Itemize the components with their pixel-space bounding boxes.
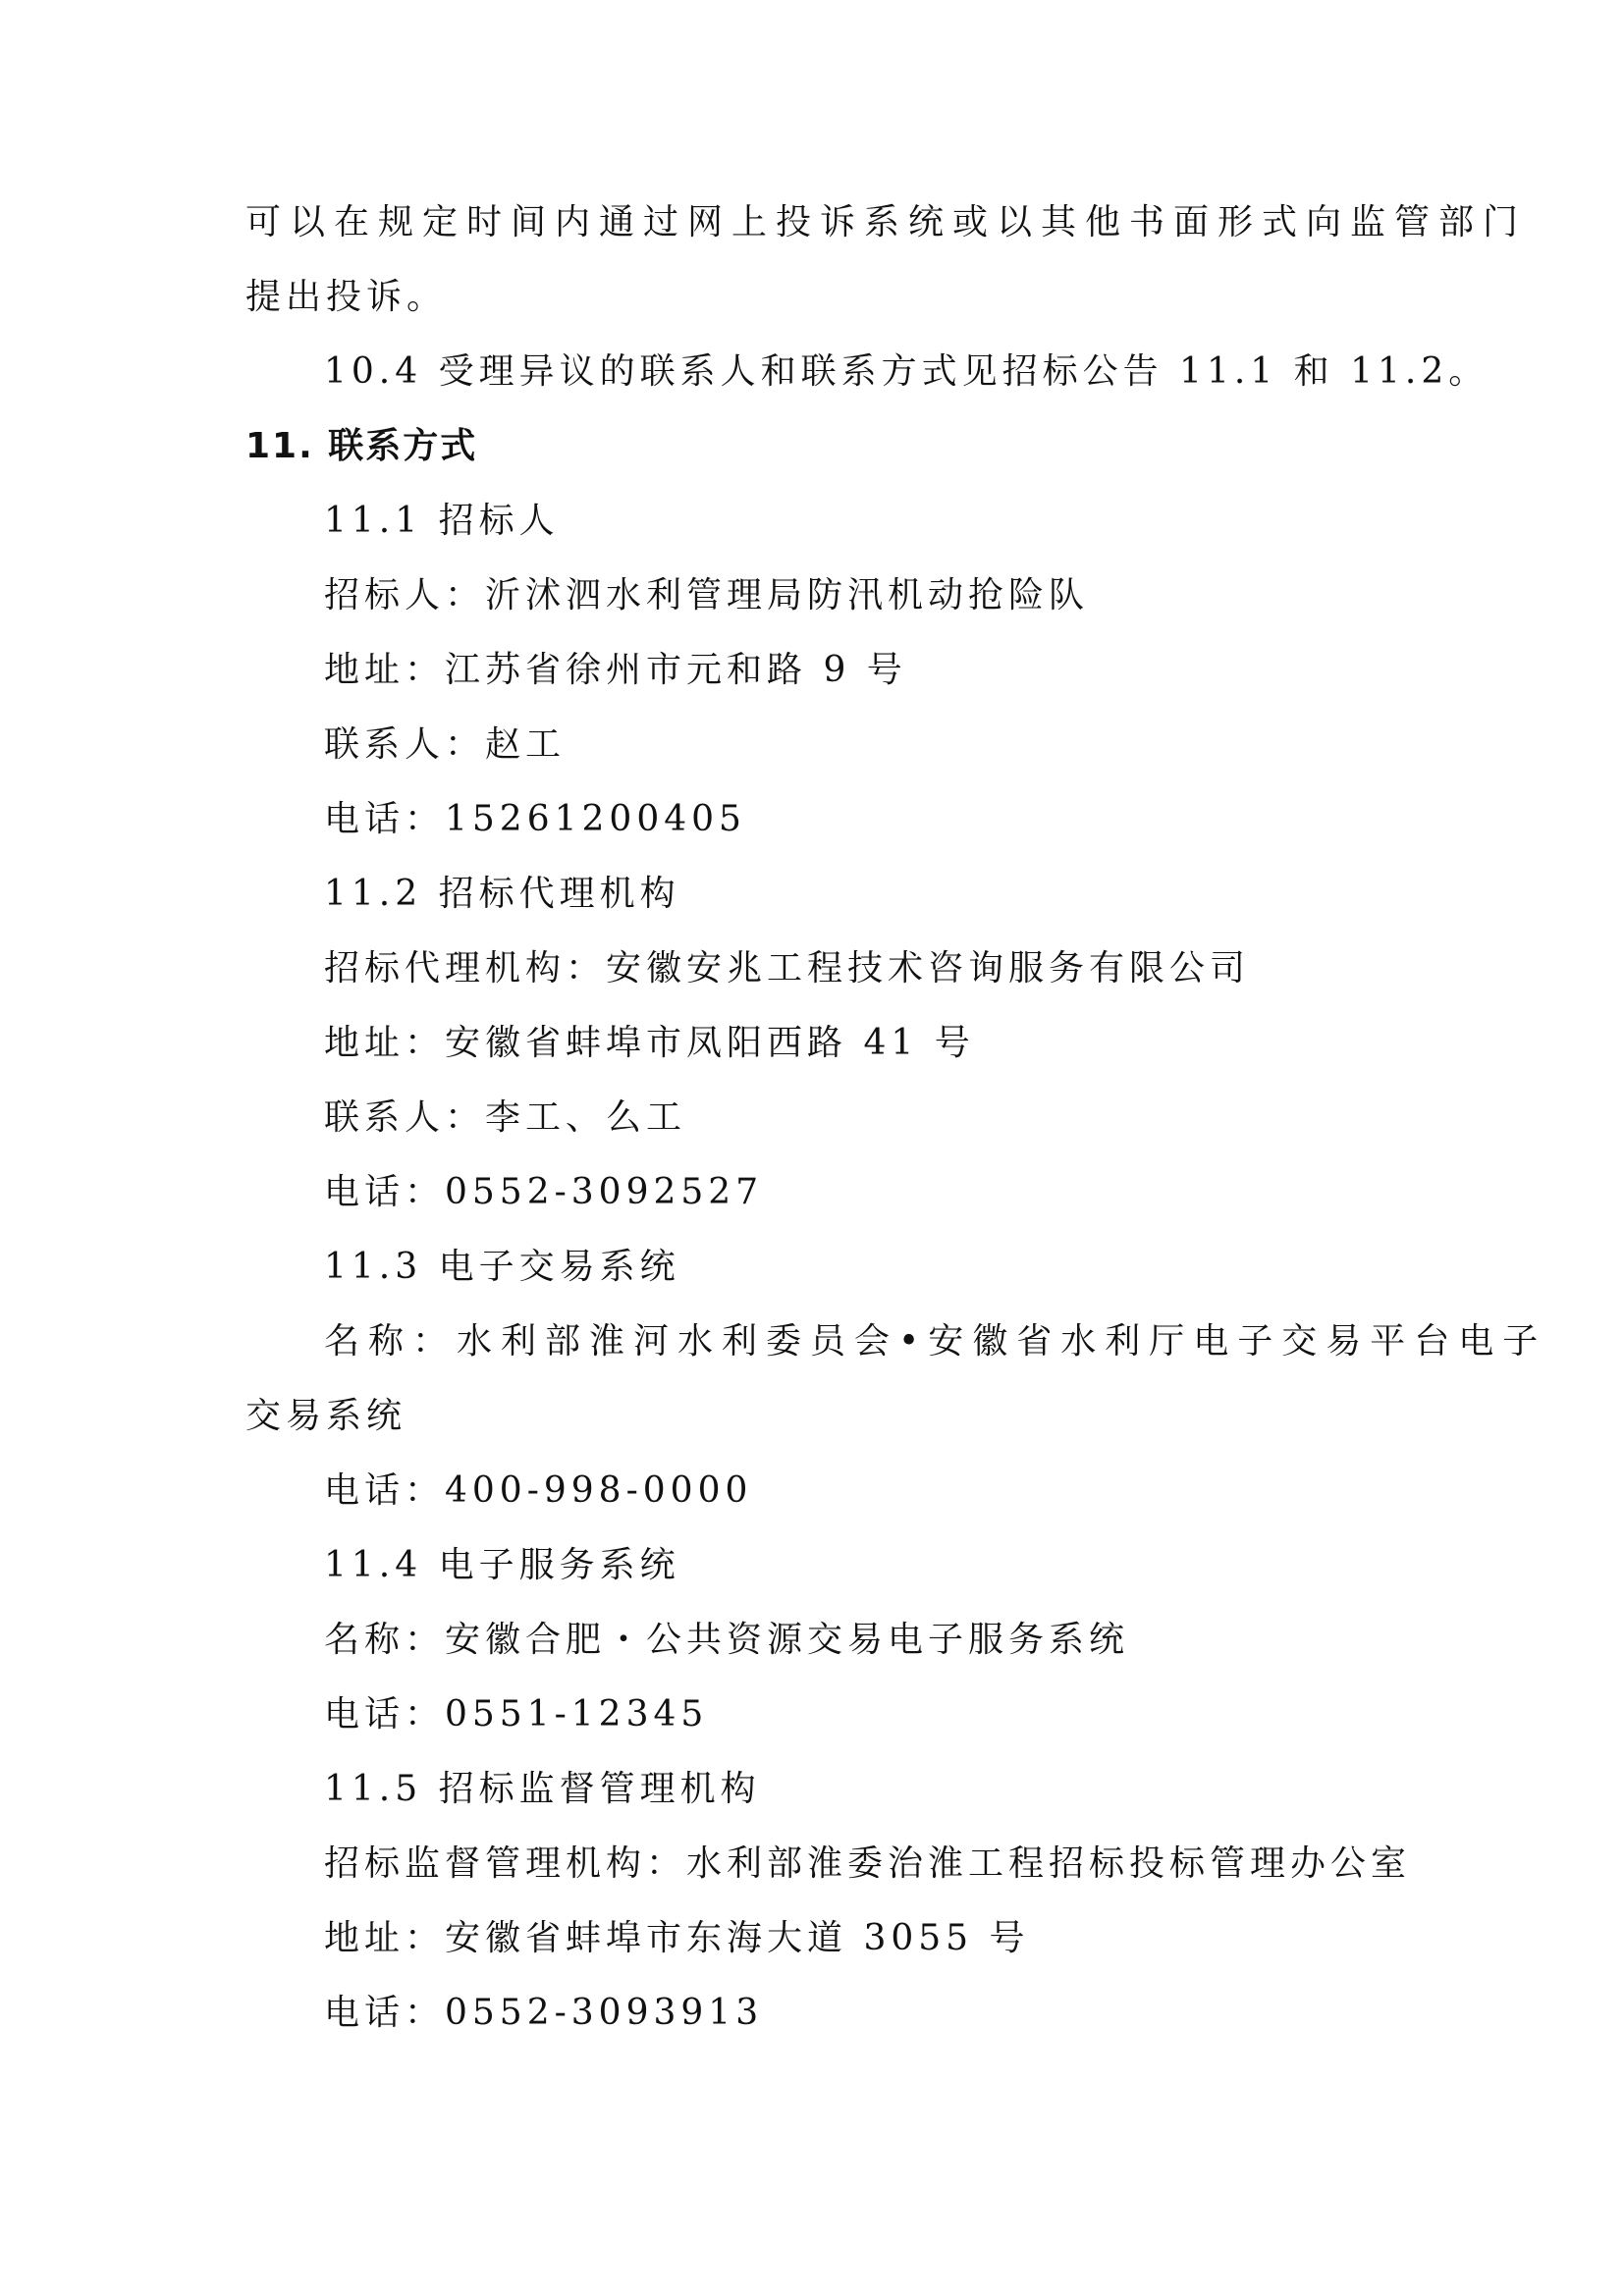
contact-line: 名称：水利部淮河水利委员会•安徽省水利厅电子交易平台电子 <box>324 1321 1547 1362</box>
contact-line: 招标人：沂沭泗水利管理局防汛机动抢险队 <box>324 575 1090 615</box>
section-heading: 11. 联系方式 <box>245 426 478 466</box>
subsection-heading: 11.4 电子服务系统 <box>324 1545 680 1585</box>
contact-line: 交易系统 <box>245 1396 407 1436</box>
paragraph-line: 可以在规定时间内通过网上投诉系统或以其他书面形式向监管部门 <box>245 202 1528 242</box>
contact-line: 名称：安徽合肥・公共资源交易电子服务系统 <box>324 1620 1130 1660</box>
paragraph-line: 提出投诉。 <box>245 277 448 317</box>
contact-line: 电话：15261200405 <box>324 799 746 839</box>
contact-line: 电话：0552-3092527 <box>324 1172 764 1212</box>
contact-line: 地址：安徽省蚌埠市凤阳西路 41 号 <box>324 1023 975 1063</box>
subsection-heading: 11.3 电子交易系统 <box>324 1247 680 1287</box>
paragraph-line: 10.4 受理异议的联系人和联系方式见招标公告 11.1 和 11.2。 <box>324 351 1489 392</box>
subsection-heading: 11.5 招标监督管理机构 <box>324 1769 761 1809</box>
contact-line: 招标监督管理机构：水利部淮委治淮工程招标投标管理办公室 <box>324 1843 1412 1884</box>
contact-line: 电话：0552-3093913 <box>324 1993 764 2033</box>
subsection-heading: 11.2 招标代理机构 <box>324 874 680 914</box>
contact-line: 联系人：李工、么工 <box>324 1097 687 1138</box>
contact-line: 地址：江苏省徐州市元和路 9 号 <box>324 650 907 690</box>
contact-line: 电话：400-998-0000 <box>324 1470 753 1511</box>
contact-line: 地址：安徽省蚌埠市东海大道 3055 号 <box>324 1918 1030 1958</box>
contact-line: 联系人：赵工 <box>324 724 567 765</box>
contact-line: 电话：0551-12345 <box>324 1694 709 1735</box>
subsection-heading: 11.1 招标人 <box>324 501 560 541</box>
contact-line: 招标代理机构：安徽安兆工程技术咨询服务有限公司 <box>324 948 1251 988</box>
